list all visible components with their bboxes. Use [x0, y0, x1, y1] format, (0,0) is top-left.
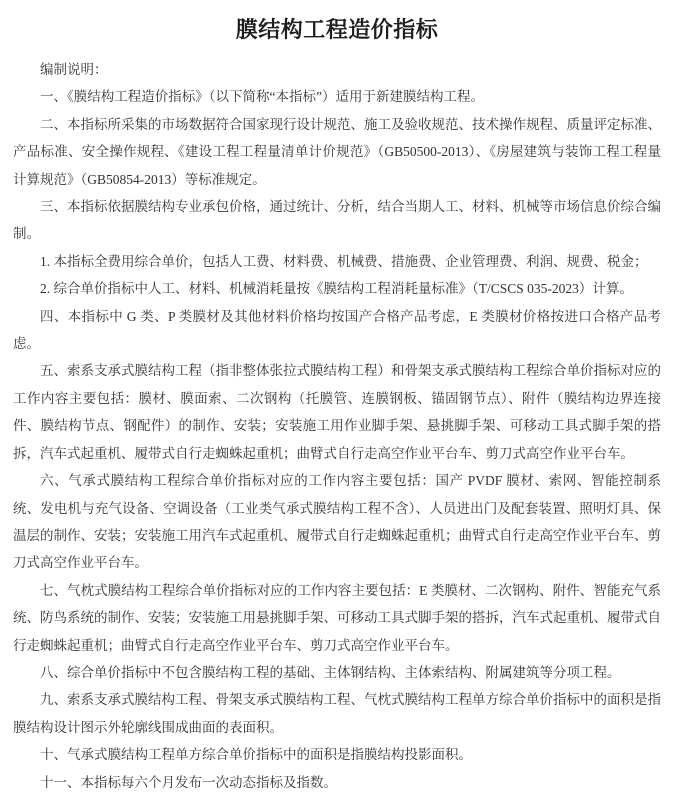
paragraph-item-9: 九、索系支承式膜结构工程、骨架支承式膜结构工程、气枕式膜结构工程单方综合单价指标中的面积是指膜结构设计图示外轮廓线围成曲面的表面积。	[13, 692, 661, 735]
paragraph-item-3: 三、本指标依据膜结构专业承包价格，通过统计、分析，结合当期人工、材料、机械等市场信息价综合编制。	[13, 199, 661, 242]
paragraph-item-2: 二、本指标所采集的市场数据符合国家现行设计规范、施工及验收规范、技术操作规程、质量评定标准、产品标准、安全操作规程、《建设工程工程量清单计价规范》（GB50500-2013）、《房屋建筑与装饰工程工程量计算规范》（GB50854-2013）等标准规定。	[13, 116, 661, 187]
document-body	[13, 56, 661, 796]
paragraph-item-8: 八、综合单价指标中不包含膜结构工程的基础、主体钢结构、主体索结构、附属建筑等分项工程。	[40, 664, 621, 680]
paragraph-item-6: 六、气承式膜结构工程综合单价指标对应的工作内容主要包括：国产 PVDF 膜材、索网、智能控制系统、发电机与充气设备、空调设备（工业类气承式膜结构工程不含）、人员进出门及配套装置、照明灯具、保温层的制作、安装；安装施工用汽车式起重机、履带式自行走蜘蛛起重机；曲臂式自行走高空作业平台车、剪刀式高空作业平台车。	[13, 473, 661, 571]
paragraph-item-7: 七、气枕式膜结构工程综合单价指标对应的工作内容主要包括：E 类膜材、二次钢构、附件、智能充气系统、防鸟系统的制作、安装；安装施工用悬挑脚手架、可移动工具式脚手架的搭拆，汽车式起重机、履带式自行走蜘蛛起重机；曲臂式自行走高空作业平台车、剪刀式高空作业平台车。	[13, 582, 661, 653]
paragraph-item-3-sub-2: 2. 综合单价指标中人工、材料、机械消耗量按《膜结构工程消耗量标准》（T/CSCS 035-2023）计算。	[40, 281, 633, 297]
paragraph-notes-heading: 编制说明：	[40, 62, 108, 77]
paragraph-item-5: 五、索系支承式膜结构工程（指非整体张拉式膜结构工程）和骨架支承式膜结构工程综合单价指标对应的工作内容主要包括：膜材、膜面索、二次钢构（托膜管、连膜钢板、锚固钢节点）、附件（膜结构边界连接件、膜结构节点、钢配件）的制作、安装；安装施工用作业脚手架、悬挑脚手架、可移动工具式脚手架的搭拆，汽车式起重机、履带式自行走蜘蛛起重机；曲臂式自行走高空作业平台车、剪刀式高空作业平台车。	[13, 363, 661, 461]
paragraph-item-11: 十一、本指标每六个月发布一次动态指标及指数。	[40, 774, 337, 790]
paragraph-item-4: 四、本指标中 G 类、P 类膜材及其他材料价格均按国产合格产品考虑，E 类膜材价格按进口合格产品考虑。	[13, 308, 661, 352]
paragraph-item-1: 一、《膜结构工程造价指标》（以下简称“本指标”）适用于新建膜结构工程。	[40, 89, 484, 105]
paragraph-item-3-sub-1: 1. 本指标全费用综合单价，包括人工费、材料费、机械费、措施费、企业管理费、利润、规费、税金；	[40, 253, 648, 269]
paragraph-item-10: 十、气承式膜结构工程单方综合单价指标中的面积是指膜结构投影面积。	[40, 747, 472, 763]
document-title: 膜结构工程造价指标	[235, 17, 439, 42]
